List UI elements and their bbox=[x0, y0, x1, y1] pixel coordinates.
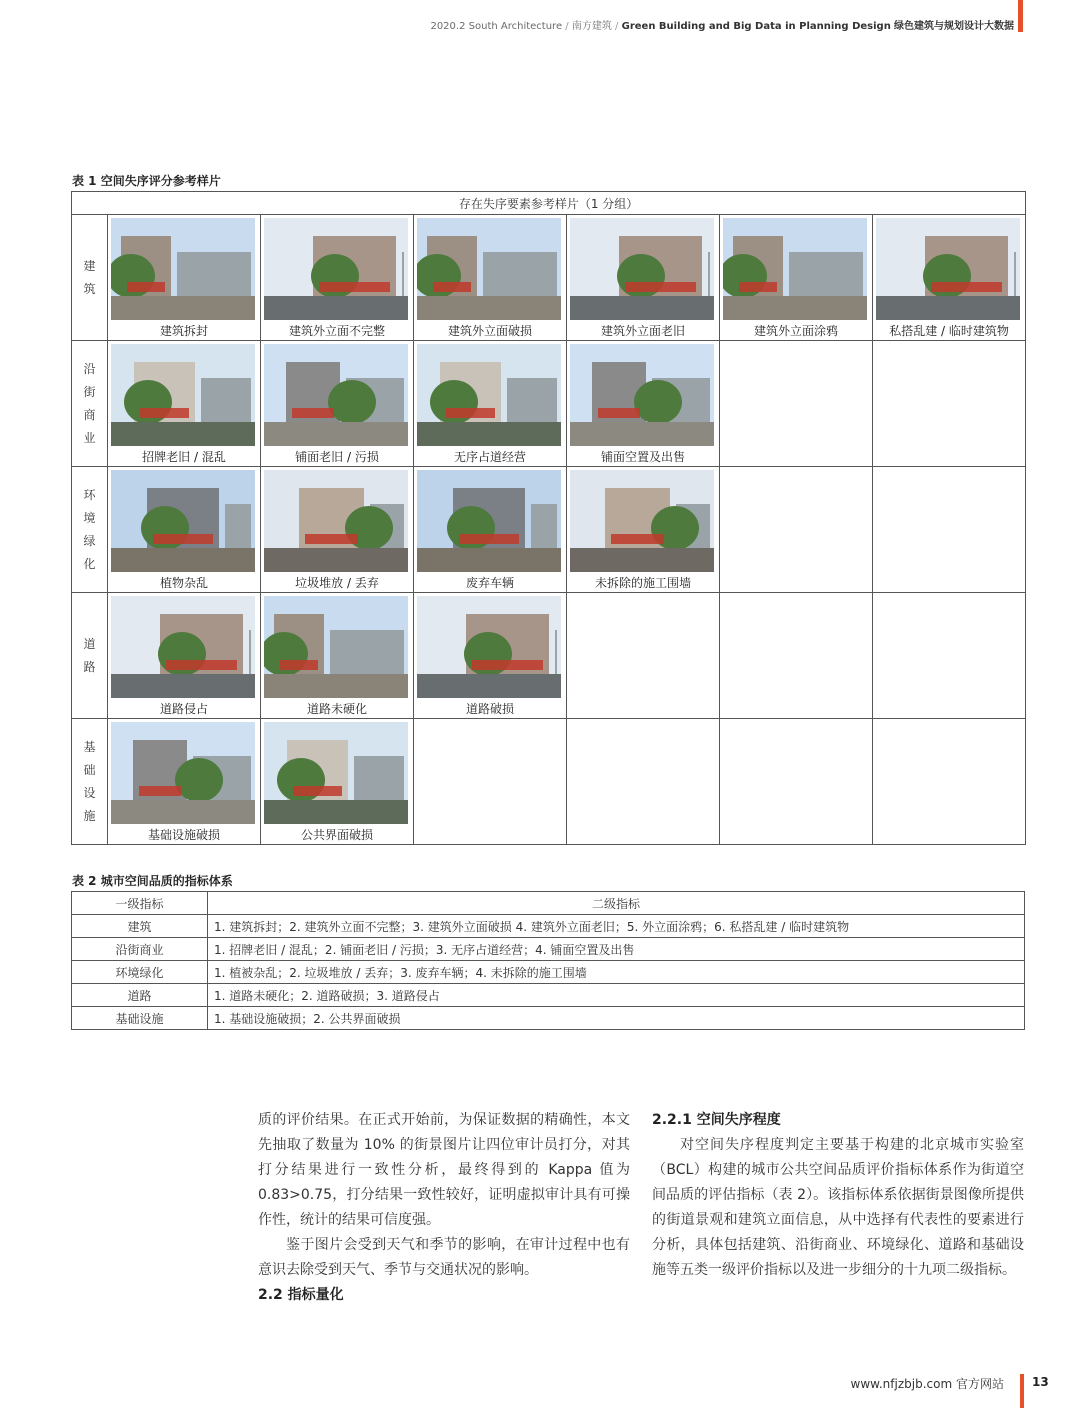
sample-cell bbox=[261, 215, 414, 341]
streetview-photo bbox=[111, 344, 255, 446]
sample-caption: 建筑外立面破损 bbox=[447, 324, 532, 338]
empty-cell bbox=[720, 593, 873, 719]
sample-cell bbox=[414, 215, 567, 341]
sample-cell bbox=[567, 215, 720, 341]
page-number: 13 bbox=[1032, 1375, 1049, 1389]
empty-cell bbox=[414, 719, 567, 845]
streetview-photo bbox=[417, 596, 561, 698]
sample-cell bbox=[720, 215, 873, 341]
sample-cell bbox=[414, 593, 567, 719]
table1-header: 存在失序要素参考样片（1 分组） bbox=[72, 192, 1026, 215]
row-label-greenery: 环 境 绿 化 bbox=[72, 467, 108, 593]
sample-caption: 垃圾堆放 / 丢弃 bbox=[295, 576, 379, 590]
streetview-photo bbox=[876, 218, 1020, 320]
sample-caption: 公共界面破损 bbox=[300, 828, 373, 842]
streetview-photo bbox=[417, 470, 561, 572]
sample-caption: 无序占道经营 bbox=[453, 450, 526, 464]
empty-cell bbox=[720, 341, 873, 467]
table2-row: 沿街商业 1. 招牌老旧 / 混乱；2. 铺面老旧 / 污损；3. 无序占道经营；4. 铺面空置及出售 bbox=[72, 938, 1025, 961]
row-label-road: 道 路 bbox=[72, 593, 108, 719]
streetview-photo bbox=[264, 596, 408, 698]
sample-caption: 道路破损 bbox=[465, 702, 514, 716]
sample-caption: 废弃车辆 bbox=[465, 576, 514, 590]
sample-cell bbox=[261, 593, 414, 719]
empty-cell bbox=[873, 341, 1026, 467]
sample-caption: 建筑外立面涂鸦 bbox=[753, 324, 838, 338]
body-left-column bbox=[258, 1108, 630, 1308]
sample-cell bbox=[261, 341, 414, 467]
streetview-photo bbox=[264, 344, 408, 446]
sample-caption: 招牌老旧 / 混乱 bbox=[142, 450, 226, 464]
empty-cell bbox=[567, 719, 720, 845]
empty-cell bbox=[873, 719, 1026, 845]
sample-caption: 道路侵占 bbox=[159, 702, 208, 716]
table2-row: 基础设施 1. 基础设施破损；2. 公共界面破损 bbox=[72, 1007, 1025, 1030]
sample-caption: 建筑外立面不完整 bbox=[288, 324, 385, 338]
footer-accent-bar bbox=[1020, 1374, 1024, 1408]
streetview-photo bbox=[570, 344, 714, 446]
table2-caption: 表 2 城市空间品质的指标体系 bbox=[72, 874, 233, 888]
empty-cell bbox=[873, 467, 1026, 593]
sample-cell bbox=[108, 215, 261, 341]
empty-cell bbox=[567, 593, 720, 719]
table2-row: 环境绿化 1. 植被杂乱；2. 垃圾堆放 / 丢弃；3. 废弃车辆；4. 未拆除的施工围墙 bbox=[72, 961, 1025, 984]
sample-cell bbox=[108, 719, 261, 845]
table2-col2-header: 二级指标 bbox=[208, 892, 1025, 915]
body-paragraph: 鉴于图片会受到天气和季节的影响，在审计过程中也有意识去除受到天气、季节与交通状况的影响。 bbox=[258, 1237, 630, 1278]
table1 bbox=[71, 191, 1026, 845]
streetview-photo bbox=[417, 344, 561, 446]
streetview-photo bbox=[417, 218, 561, 320]
sample-caption: 植物杂乱 bbox=[159, 576, 208, 590]
body-paragraph: 对空间失序程度判定主要基于构建的北京城市实验室（BCL）构建的城市公共空间品质评价指标体系作为街道空间品质的评估指标（表 2）。该指标体系依据街景图像所提供的街道景观和建筑立面信息，从中选择有代表性的要素进行分析，具体包括建筑、沿街商业、环境绿化、道路和基础设施等五类一级评价指标以及进一步细分的十九项二级指标。 bbox=[652, 1137, 1024, 1278]
sample-caption: 建筑外立面老旧 bbox=[600, 324, 685, 338]
body-right-column bbox=[652, 1108, 1024, 1283]
section-heading: 2.2.1 空间失序程度 bbox=[652, 1112, 781, 1128]
sample-cell bbox=[261, 719, 414, 845]
sample-caption: 私搭乱建 / 临时建筑物 bbox=[889, 324, 1009, 338]
table2-col1-header: 一级指标 bbox=[72, 892, 208, 915]
empty-cell bbox=[873, 593, 1026, 719]
sample-cell bbox=[108, 341, 261, 467]
streetview-photo bbox=[264, 470, 408, 572]
sample-caption: 基础设施破损 bbox=[147, 828, 220, 842]
streetview-photo bbox=[723, 218, 867, 320]
streetview-photo bbox=[264, 722, 408, 824]
body-paragraph: 质的评价结果。在正式开始前，为保证数据的精确性，本文先抽取了数量为 10% 的街景图片让四位审计员打分，对其打分结果进行一致性分析，最终得到的 Kappa 值为 0.83>0.75，打分结果一致性较好，证明虚拟审计具有可操作性，统计的结果可信度强。 bbox=[258, 1112, 630, 1228]
sample-cell bbox=[414, 467, 567, 593]
sample-caption: 未拆除的施工围墙 bbox=[594, 576, 691, 590]
row-label-infrastructure: 基 础 设 施 bbox=[72, 719, 108, 845]
sample-cell bbox=[414, 341, 567, 467]
streetview-photo bbox=[111, 218, 255, 320]
sample-cell bbox=[261, 467, 414, 593]
sample-caption: 道路未硬化 bbox=[306, 702, 367, 716]
streetview-photo bbox=[570, 218, 714, 320]
running-header: 2020.2 South Architecture / 南方建筑 / Green Building and Big Data in Planning Design 绿色建筑与规划设计大数据 bbox=[430, 21, 1014, 32]
empty-cell bbox=[720, 467, 873, 593]
streetview-photo bbox=[264, 218, 408, 320]
table2-row: 建筑 1. 建筑拆封；2. 建筑外立面不完整；3. 建筑外立面破损 4. 建筑外立面老旧；5. 外立面涂鸦；6. 私搭乱建 / 临时建筑物 bbox=[72, 915, 1025, 938]
streetview-photo bbox=[111, 722, 255, 824]
table2 bbox=[71, 891, 1025, 1030]
sample-cell bbox=[108, 467, 261, 593]
empty-cell bbox=[720, 719, 873, 845]
table1-caption: 表 1 空间失序评分参考样片 bbox=[72, 174, 221, 188]
header-accent-bar bbox=[1018, 0, 1023, 32]
streetview-photo bbox=[111, 470, 255, 572]
sample-cell bbox=[567, 341, 720, 467]
streetview-photo bbox=[111, 596, 255, 698]
footer-site: www.nfjzbjb.com 官方网站 bbox=[850, 1377, 1004, 1391]
streetview-photo bbox=[570, 470, 714, 572]
sample-cell bbox=[567, 467, 720, 593]
row-label-building: 建 筑 bbox=[72, 215, 108, 341]
sample-caption: 铺面空置及出售 bbox=[600, 450, 685, 464]
section-heading: 2.2 指标量化 bbox=[258, 1287, 344, 1303]
sample-caption: 铺面老旧 / 污损 bbox=[295, 450, 379, 464]
row-label-street-commerce: 沿 街 商 业 bbox=[72, 341, 108, 467]
sample-cell bbox=[873, 215, 1026, 341]
sample-cell bbox=[108, 593, 261, 719]
table2-row: 道路 1. 道路未硬化；2. 道路破损；3. 道路侵占 bbox=[72, 984, 1025, 1007]
sample-caption: 建筑拆封 bbox=[159, 324, 208, 338]
